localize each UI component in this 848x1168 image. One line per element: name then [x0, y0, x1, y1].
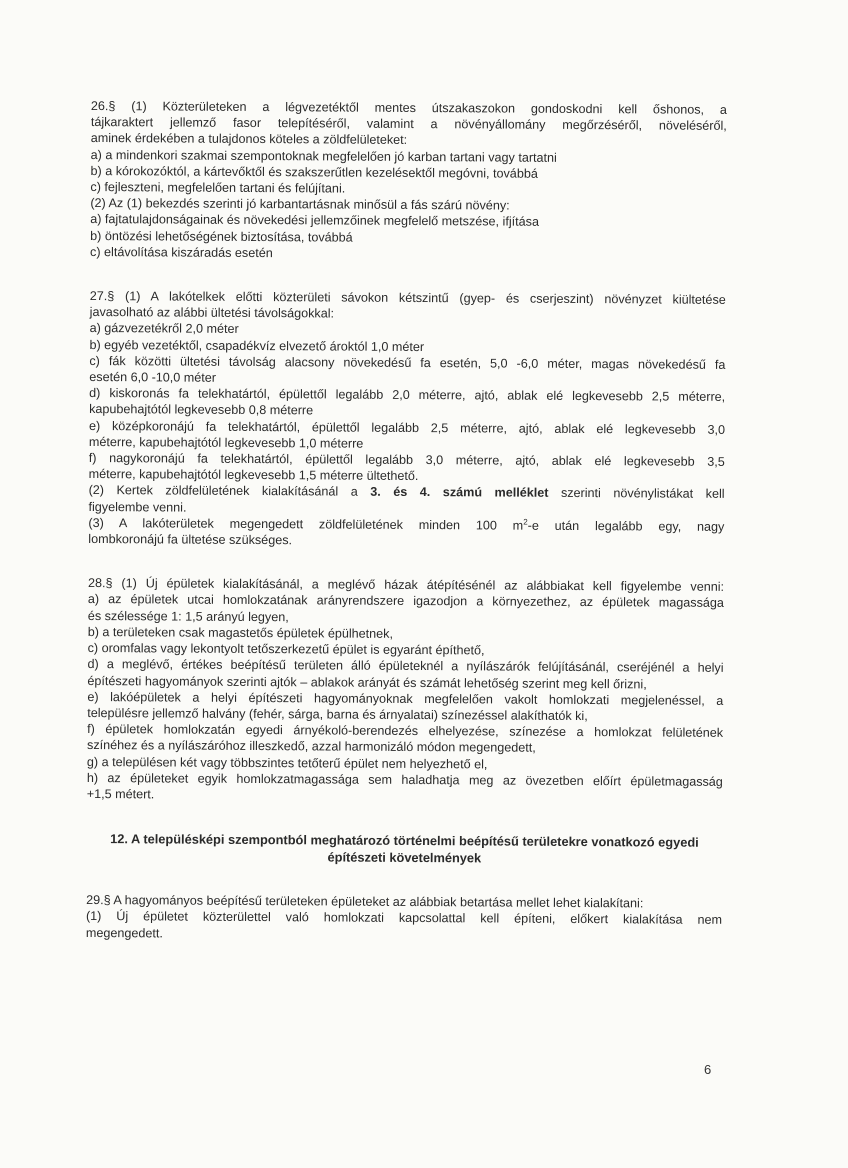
text-line: lombkoronájú fa ültetése szükséges. — [88, 532, 293, 548]
text-line: 29.§ A hagyományos beépítésű területeken épületeket az alábbiak betartása mellet lehet kialakítani: — [86, 893, 644, 911]
text-line: méterre, kapubehajtótól legkevesebb 1,0 méterre — [88, 434, 364, 451]
text-line: c) eltávolítása kiszáradás esetén — [90, 244, 273, 260]
text-line: a) gázvezetékről 2,0 méter — [89, 321, 239, 337]
text-line: (2) Kertek zöldfelületének kialakításánál a 3. és 4. számú melléklet szerinti növénylistákat kell — [88, 483, 725, 502]
text-line: megengedett. — [85, 925, 163, 940]
text-line: (1) Új épületet közterülettel való homlokzati kapcsolattal kell építeni, előkert kialakítása nem — [85, 909, 723, 928]
text-line: településre jellemző halvány (fehér, sárga, barna és árnyalatai) színezéssel alakíthatók ki, — [87, 705, 588, 723]
text-line: a) az épületek utcai homlokzatának arányrendszere igazodjon a környezethez, az épületek magassága — [87, 592, 724, 611]
section-29 — [86, 892, 722, 944]
text-line: d) kiskoronás fa telekhatártól, épülettől legalább 2,0 méterre, ajtó, ablak elé legkevesebb 2,5 méterre, — [89, 386, 726, 405]
text-line: építészeti hagyományok szerinti ajtók – ablakok arányát és számát lehetőség szerint meg kell őrizni, — [87, 673, 647, 691]
text-line: g) a településen két vagy többszintes tetőterű épület nem helyezhető el, — [86, 754, 488, 771]
text-line: esetén 6,0 -10,0 méter — [89, 370, 217, 385]
text-line: figyelembe venni. — [88, 499, 187, 515]
page-number: 6 — [704, 1062, 712, 1077]
section-27 — [88, 288, 726, 551]
text-line: d) a meglévő, értékes beépítésű területen álló épületeknél a nyílászárók felújításánál, cseréjénél a helyi — [87, 657, 724, 676]
annex-reference: 3. és 4. számú melléklet — [370, 485, 549, 501]
text-line: tájkaraktert jellemző fasor telepítéséről, valamint a növényállomány megőrzéséről, növeléséről, — [90, 115, 727, 134]
text-line: méterre, kapubehajtótól legkevesebb 1,5 méterre ültethető. — [88, 467, 419, 484]
text-line: c) oromfalas vagy lekontyolt tetőszerkezetű épület is egyaránt építhető, — [87, 641, 485, 658]
text-line: (3) A lakóterületek megengedett zöldfelületének minden 100 $m^2-e$ után legalább egy, nagy — [88, 515, 725, 534]
superscript: 2 — [523, 517, 528, 527]
text-line: 28.§ (1) Új épületek kialakításánál, a meglévő házak átépítésénél az alábbiakat kell figyelembe venni: — [87, 576, 725, 595]
text-line: javasolható az alábbi ültetési távolságokkal: — [89, 305, 335, 321]
text-line: h) az épületeket egyik homlokzatmagassága sem haladhatja meg az övezetben előírt épületmagasság — [86, 770, 723, 789]
text-line: c) fejleszteni, megfelelően tartani és felújítani. — [90, 180, 346, 196]
heading-line: 12. A településképi szempontból meghatározó történelmi beépítésű területekre vonatkozó egyedi — [110, 831, 699, 850]
text-line: b) egyéb vezetéktől, csapadékvíz elvezető ároktól 1,0 méter — [89, 337, 425, 354]
text-line: kapubehajtótól legkevesebb 0,8 méterre — [89, 402, 314, 418]
text-line: a) a mindenkori szakmai szempontoknak megfelelően jó karban tartani vagy tartatni — [90, 147, 557, 165]
text-line: b) a kórokozóktól, a kártevőktől és szakszerűtlen kezelésektől megóvni, továbbá — [90, 163, 538, 181]
heading-line: építészeti követelmények — [327, 849, 482, 866]
text-line: 26.§ (1) Közterületeken a légvezetéktől mentes útszakaszokon gondoskodni kell őshonos, a — [90, 98, 727, 117]
text-line: c) fák közötti ültetési távolság alacsony növekedésű fa esetén, 5,0 -6,0 méter, magas növekedésű fa — [89, 353, 726, 372]
text-line: 27.§ (1) A lakótelkek előtti közterületi sávokon kétszintű (gyep- és cserjeszint) növényzet kiültetése — [89, 289, 726, 307]
section-28 — [87, 575, 724, 806]
text-line: aminek érdekében a tulajdonos köteles a zöldfelületeket: — [90, 131, 408, 148]
text-line: +1,5 métert. — [86, 786, 155, 802]
text-line: b) a területeken csak magastetős épületek épülhetnek, — [87, 624, 394, 641]
text-line: (2) Az (1) bekezdés szerinti jó karbantartásnak minősül a fás szárú növény: — [90, 196, 510, 213]
text-line: színéhez és a nyílászáróhoz illeszkedő, azzal harmonizáló módon megengedett, — [87, 738, 536, 756]
text-line: f) épületek homlokzatán egyedi árnyékoló-berendezés elhelyezése, színezése a homlokzat felületének — [87, 722, 724, 740]
text-line: e) középkoronájú fa telekhatártól, épülettől legalább 2,5 méterre, ajtó, ablak elé legkevesebb 3,0 — [88, 418, 726, 437]
text-line: f) nagykoronájú fa telekhatártól, épülettől legalább 3,0 méterre, ajtó, ablak elé legkevesebb 3,5 — [88, 451, 725, 469]
section-26 — [90, 98, 727, 264]
text-line: b) öntözési lehetőségének biztosítása, továbbá — [90, 228, 353, 245]
text-line: e) lakóépületek a helyi építészeti hagyományoknak megfelelően vakolt homlokzati megjelenéssel, a — [87, 689, 724, 708]
text-line: és szélessége 1: 1,5 arányú legyen, — [87, 608, 289, 624]
document-body — [86, 98, 727, 945]
text-line: a) fajtatulajdonságainak és növekedési jellemzőinek megfelelő metszése, ifjítása — [90, 212, 540, 230]
chapter-heading — [86, 830, 722, 868]
